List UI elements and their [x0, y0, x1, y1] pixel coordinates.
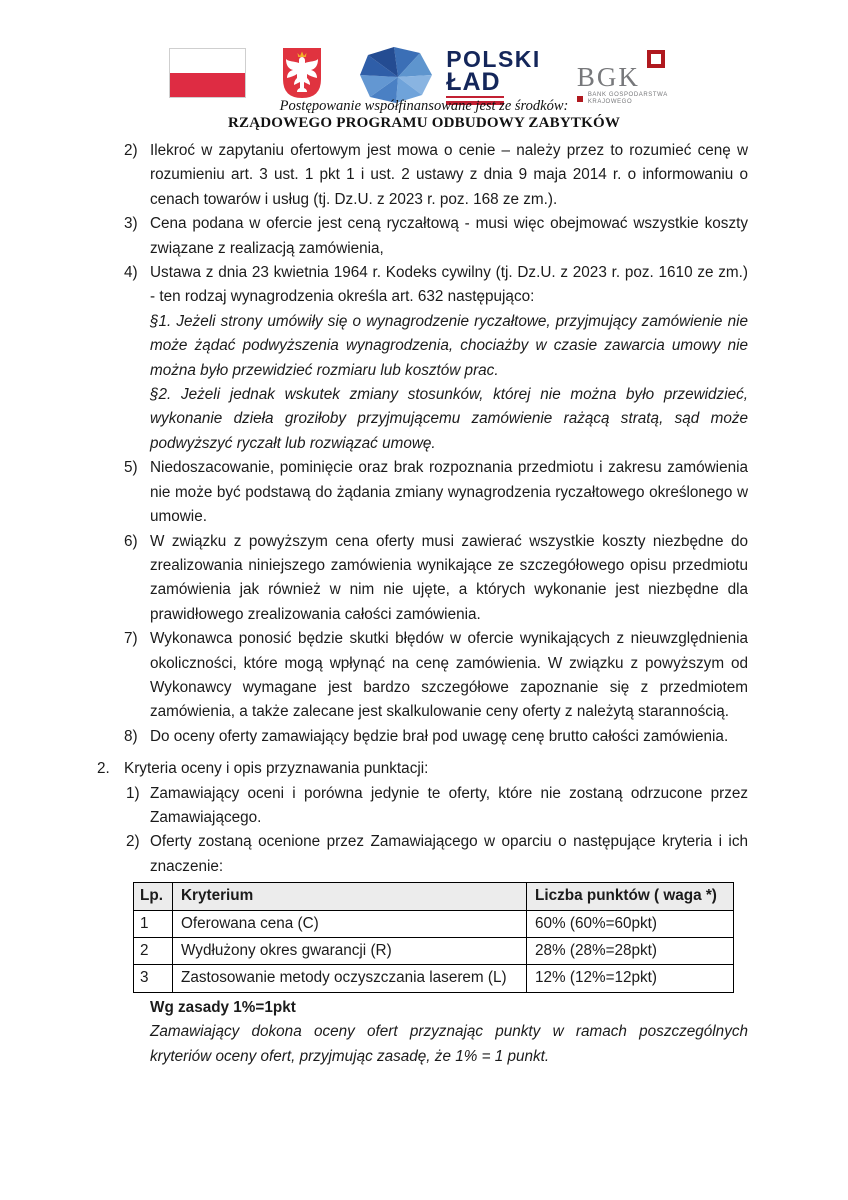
list-item-marker: 3): [124, 215, 138, 233]
list-item: [124, 627, 748, 725]
section-title: Kryteria oceny i opis przyznawania punktacji:: [124, 760, 429, 778]
column-header-punkty: Liczba punktów ( waga *): [527, 883, 734, 910]
list-item-text: Cena podana w ofercie jest ceną ryczałtową - musi więc obejmować wszystkie koszty związane z realizacją zamówienia,: [150, 215, 748, 257]
rule-note: Wg zasady 1%=1pkt: [150, 998, 296, 1016]
list-item-text: Do oceny oferty zamawiający będzie brał pod uwagę cenę brutto całości zamówienia.: [150, 727, 729, 745]
table-notes: [150, 996, 748, 1069]
criteria-table: [133, 882, 734, 993]
cell-punkty: 60% (60%=60pkt): [527, 910, 734, 937]
criteria-table-wrap: [133, 882, 748, 993]
funding-caption-line1: Postępowanie współfinansowane jest ze środków:: [279, 98, 569, 114]
cell-lp: 3: [134, 965, 173, 992]
section-sublist: [97, 782, 748, 880]
list-item-text: Zamawiający oceni i porówna jedynie te oferty, które nie zostaną odrzucone przez Zamawiającego.: [150, 784, 748, 826]
table-row: [134, 910, 734, 937]
table-header-row: [134, 883, 734, 910]
list-item-text: Niedoszacowanie, pominięcie oraz brak rozpoznania przedmiotu i zakresu zamówienia nie może być podstawą do żądania zmiany wynagrodzenia ryczałtowego określonego w umowie.: [150, 459, 748, 526]
list-item-marker: 2): [124, 142, 138, 159]
list-item-text: Wykonawca ponosić będzie skutki błędów w ofercie wynikających z nieuwzględnienia okoliczności, które mogą wpłynąć na cenę zamówienia. W związku z powyższym od Wykonawcy wymagane jest bardzo szczegółowe zapoznanie się z przedmiotem zamówienia, a także zalecane jest skalkulowanie ceny oferty z należytą starannością.: [150, 630, 748, 721]
list-item-text: W związku z powyższym cena oferty musi zawierać wszystkie koszty niezbędne do zrealizowania niniejszego zamówienia wynikające ze szczegółowego opisu przedmiotu zamówienia jak również w nim nie ujęte, a których wykonanie jest niezbędne dla prawidłowego zrealizowania całości zamówienia.: [150, 532, 748, 623]
column-header-lp: Lp.: [134, 883, 173, 910]
list-item-marker: 6): [124, 532, 138, 550]
legal-quote-paragraph: §2. Jeżeli jednak wskutek zmiany stosunków, której nie można było przewidzieć, wykonanie dzieła groziłoby przyjmującemu zamówienie rażącą stratą, sąd może podwyższyć ryczałt lub rozwiązać umowę.: [150, 386, 748, 452]
list-item-marker: 5): [124, 459, 138, 477]
polski-lad-wordmark-line1: POLSKI: [446, 46, 541, 72]
table-row: [134, 965, 734, 992]
table-row: [134, 938, 734, 965]
list-item-marker: 1): [126, 784, 140, 802]
list-item-marker: 4): [124, 264, 138, 282]
bgk-square-icon: [647, 50, 665, 68]
column-header-kryterium: Kryterium: [173, 883, 527, 910]
cell-kryterium: Oferowana cena (C): [173, 910, 527, 937]
list-item: [124, 261, 748, 456]
bgk-logo: [577, 50, 679, 104]
funding-caption-line2: RZĄDOWEGO PROGRAMU ODBUDOWY ZABYTKÓW: [227, 115, 621, 131]
header-logo-row: [0, 0, 848, 103]
list-item: [124, 212, 748, 261]
list-item: [124, 530, 748, 628]
funding-caption: [0, 98, 848, 132]
scoring-note: Zamawiający dokona oceny ofert przyznając punkty w ramach poszczególnych kryteriów oceny ofert, przyjmując zasadę, że 1% = 1 punkt.: [150, 1023, 748, 1065]
document-body: [97, 139, 748, 1069]
cell-kryterium: Wydłużony okres gwarancji (R): [173, 938, 527, 965]
list-item: [126, 830, 748, 879]
list-item-text: Oferty zostaną ocenione przez Zamawiającego w oparciu o następujące kryteria i ich znaczenie:: [150, 833, 748, 875]
poland-flag-icon: [169, 48, 246, 98]
list-item-text: Ustawa z dnia 23 kwietnia 1964 r. Kodeks cywilny (tj. Dz.U. z 2023 r. poz. 1610 ze zm.) - ten rodzaj wynagrodzenia określa art. 632 następująco:: [150, 264, 748, 306]
cell-kryterium: Zastosowanie metody oczyszczania laserem (L): [173, 965, 527, 992]
list-item: [124, 725, 748, 749]
section-heading: [97, 757, 748, 781]
bgk-subtext-line1: BANK GOSPODARSTWA: [587, 92, 668, 98]
bgk-wordmark: BGK: [576, 62, 640, 92]
numbered-list: [97, 139, 748, 749]
cell-punkty: 28% (28%=28pkt): [527, 938, 734, 965]
polski-lad-logo: [358, 45, 541, 105]
cell-lp: 2: [134, 938, 173, 965]
cell-lp: 1: [134, 910, 173, 937]
list-item-marker: 8): [124, 727, 138, 745]
section-number: 2.: [97, 760, 110, 778]
poland-eagle-emblem-icon: [282, 47, 322, 99]
list-item: [124, 139, 748, 212]
list-item-marker: 2): [126, 833, 140, 851]
bgk-subtext-line2: KRAJOWEGO: [587, 99, 633, 105]
bgk-dot-icon: [577, 96, 583, 102]
list-item-text: Ilekroć w zapytaniu ofertowym jest mowa o cenie – należy przez to rozumieć cenę w rozumieniu art. 3 ust. 1 pkt 1 i ust. 2 ustawy z dnia 9 maja 2014 r. o informowaniu o cenach towarów i usług (tj. Dz.U. z 2023 r. poz. 168 ze zm.).: [150, 142, 748, 208]
cell-punkty: 12% (12%=12pkt): [527, 965, 734, 992]
legal-quote-paragraph: §1. Jeżeli strony umówiły się o wynagrodzenie ryczałtowe, przyjmujący zamówienie nie może żądać podwyższenia wynagrodzenia, chociażby w czasie zawarcia umowy nie można było przewidzieć rozmiaru lub kosztów prac.: [150, 312, 748, 379]
list-item: [126, 782, 748, 831]
list-item: [124, 456, 748, 529]
polski-lad-wordmark-line2: ŁAD: [446, 68, 501, 96]
list-item-marker: 7): [124, 630, 138, 648]
poland-map-icon: [358, 45, 438, 105]
